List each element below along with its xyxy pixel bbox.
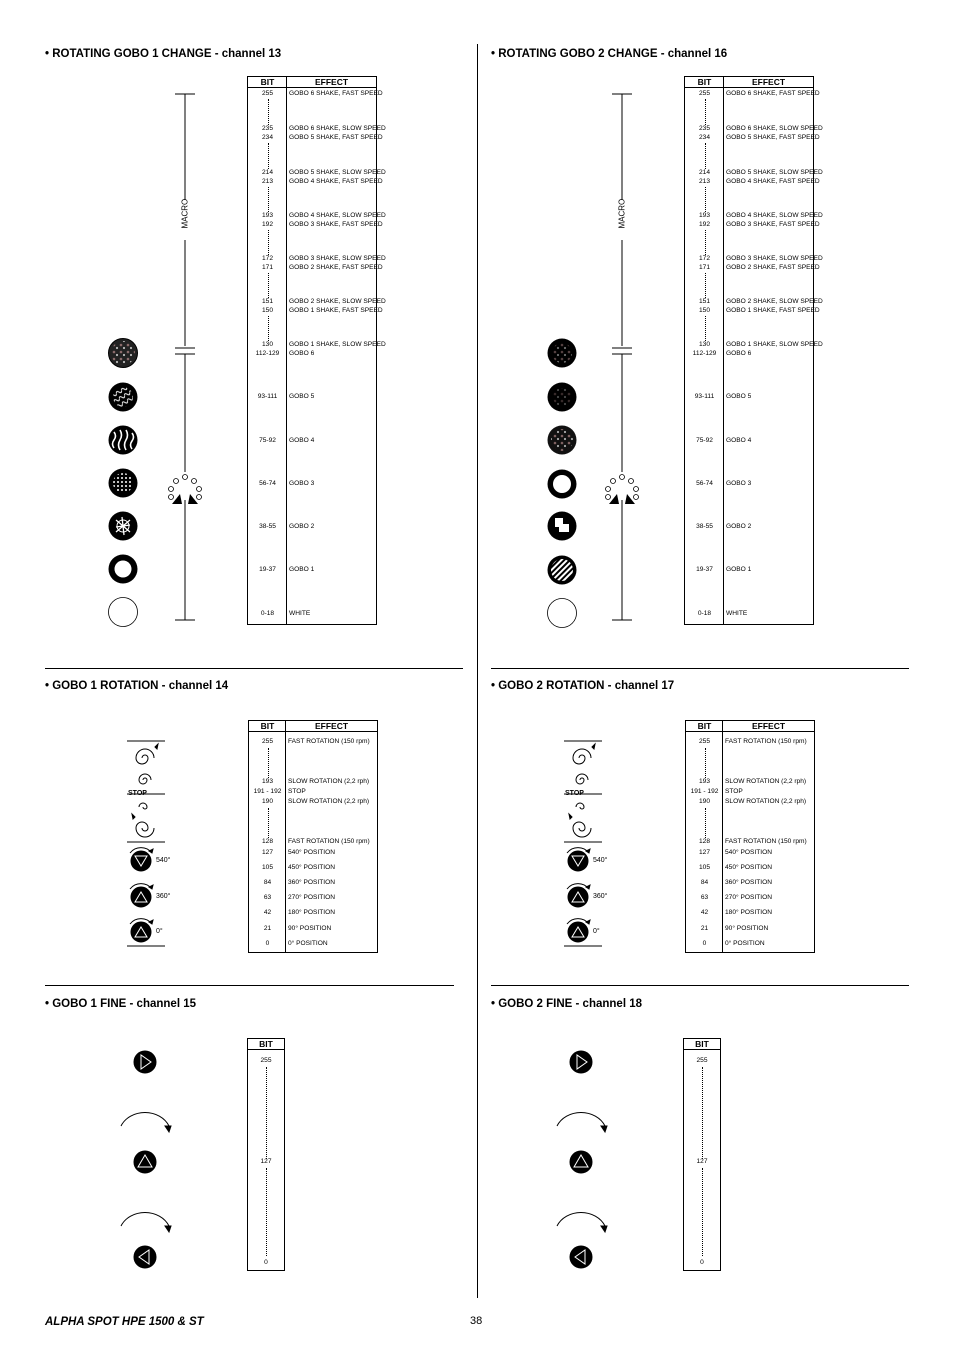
bit-value: 0 <box>702 940 707 947</box>
bit-value: 127 <box>698 849 710 856</box>
bit-value: 193 <box>261 212 273 219</box>
effect-value: GOBO 3 SHAKE, SLOW SPEED <box>289 255 386 262</box>
fine-symbols <box>121 1051 171 1268</box>
section-title-gobo-1-fine: • GOBO 1 FINE - channel 15 <box>45 998 197 1010</box>
bit-value: 21 <box>700 925 709 932</box>
bit-value: 193 <box>698 212 710 219</box>
bit-value: 84 <box>263 879 272 886</box>
bit-value: 255 <box>698 738 710 745</box>
bit-value: 128 <box>698 838 710 845</box>
deg-540-label: 540° <box>156 857 171 864</box>
footer-product-title: ALPHA SPOT HPE 1500 & ST <box>45 1316 204 1328</box>
bit-value: 193 <box>698 778 710 785</box>
bit-value: 56-74 <box>696 480 713 487</box>
effect-value: FAST ROTATION (150 rpm) <box>288 838 370 845</box>
effect-value: GOBO 6 SHAKE, SLOW SPEED <box>726 125 823 132</box>
effect-value: GOBO 2 SHAKE, FAST SPEED <box>289 264 383 271</box>
gobo-6-icon <box>109 339 138 368</box>
gobo-6-icon <box>548 339 577 368</box>
effect-value: GOBO 6 <box>289 350 315 357</box>
deg-0-label: 0° <box>156 928 163 935</box>
bit-value: 38-55 <box>696 523 713 530</box>
bit-value: 193 <box>261 778 273 785</box>
bit-value: 190 <box>698 798 710 805</box>
gobo-4-icon <box>548 426 577 455</box>
bit-header: BIT <box>259 1039 273 1049</box>
section-title-gobo-1-rotation: • GOBO 1 ROTATION - channel 14 <box>45 680 229 692</box>
effect-value: GOBO 4 SHAKE, FAST SPEED <box>289 178 383 185</box>
rotation-symbols <box>127 741 165 946</box>
effect-value: FAST ROTATION (150 rpm) <box>725 738 807 745</box>
gobo-3-icon <box>109 469 138 498</box>
effect-value: GOBO 1 SHAKE, FAST SPEED <box>289 307 383 314</box>
effect-value: SLOW ROTATION (2,2 rph) <box>288 778 370 785</box>
section-title-rotating-gobo-2: • ROTATING GOBO 2 CHANGE - channel 16 <box>491 48 728 60</box>
fine-value-top: 255 <box>260 1057 272 1064</box>
bit-value: 255 <box>698 90 710 97</box>
deg-360-label: 360° <box>593 893 608 900</box>
effect-value: 180° POSITION <box>725 909 772 916</box>
effect-value: 540° POSITION <box>725 849 772 856</box>
bit-header: BIT <box>260 77 275 87</box>
effect-value: 450° POSITION <box>725 864 772 871</box>
bit-value: 42 <box>263 909 272 916</box>
deg-540-label: 540° <box>593 857 608 864</box>
effect-value: WHITE <box>289 610 311 617</box>
effect-value: 0° POSITION <box>725 940 765 947</box>
effect-value: SLOW ROTATION (2,2 rph) <box>288 798 370 805</box>
bit-value: 19-37 <box>259 566 276 573</box>
macro-bracket <box>612 94 632 620</box>
macro-bracket <box>175 94 195 620</box>
bit-value: 130 <box>261 341 273 348</box>
bit-value: 172 <box>261 255 273 262</box>
bit-value: 21 <box>263 925 272 932</box>
bit-value: 255 <box>261 90 273 97</box>
effect-value: 90° POSITION <box>725 925 769 932</box>
bit-value: 191 - 192 <box>253 788 282 795</box>
bit-header: BIT <box>695 1039 709 1049</box>
effect-value: GOBO 3 SHAKE, SLOW SPEED <box>726 255 823 262</box>
macro-label: MACRO <box>617 198 627 229</box>
gobo-5-icon <box>548 383 577 412</box>
bit-value: 171 <box>698 264 710 271</box>
effect-value: 270° POSITION <box>725 894 772 901</box>
gobo-1-icon <box>548 556 577 585</box>
fine-symbols <box>557 1051 607 1268</box>
effect-value: GOBO 3 SHAKE, FAST SPEED <box>726 221 820 228</box>
wheel-rotation-arrows-icon <box>169 475 202 505</box>
gobo-2-icon <box>109 512 138 541</box>
bit-value: 56-74 <box>259 480 276 487</box>
bit-value: 151 <box>698 298 710 305</box>
wheel-rotation-arrows-icon <box>606 475 639 505</box>
effect-value: STOP <box>288 788 306 795</box>
effect-value: GOBO 2 <box>289 523 315 530</box>
bit-value: 214 <box>698 169 710 176</box>
bit-value: 214 <box>261 169 273 176</box>
bit-value: 192 <box>261 221 273 228</box>
bit-value: 105 <box>698 864 710 871</box>
effect-value: GOBO 3 <box>289 480 315 487</box>
bit-value: 171 <box>261 264 273 271</box>
bit-value: 192 <box>698 221 710 228</box>
effect-value: GOBO 4 SHAKE, FAST SPEED <box>726 178 820 185</box>
effect-value: GOBO 2 SHAKE, SLOW SPEED <box>289 298 386 305</box>
effect-value: GOBO 5 SHAKE, FAST SPEED <box>289 134 383 141</box>
bit-value: 150 <box>261 307 273 314</box>
bit-value: 0 <box>265 940 270 947</box>
bit-value: 75-92 <box>259 437 276 444</box>
bit-header: BIT <box>260 721 275 731</box>
effect-value: GOBO 2 <box>726 523 752 530</box>
effect-value: 0° POSITION <box>288 940 328 947</box>
bit-value: 172 <box>698 255 710 262</box>
gobo-2-icon <box>548 512 577 541</box>
section-title-gobo-2-fine: • GOBO 2 FINE - channel 18 <box>491 998 643 1010</box>
effect-value: GOBO 5 SHAKE, SLOW SPEED <box>726 169 823 176</box>
effect-header: EFFECT <box>751 77 786 87</box>
white-open-icon <box>548 599 577 628</box>
effect-value: SLOW ROTATION (2,2 rph) <box>725 798 807 805</box>
effect-value: 270° POSITION <box>288 894 335 901</box>
stop-label: STOP <box>565 790 584 797</box>
bit-value: 93-111 <box>694 393 715 400</box>
effect-value: GOBO 1 <box>726 566 752 573</box>
effect-value: GOBO 1 SHAKE, FAST SPEED <box>726 307 820 314</box>
effect-value: 180° POSITION <box>288 909 335 916</box>
rotation-symbols <box>564 741 602 946</box>
fine-value-bottom: 0 <box>700 1259 704 1266</box>
bit-value: 127 <box>261 849 273 856</box>
bit-value: 255 <box>261 738 273 745</box>
effect-value: GOBO 3 SHAKE, FAST SPEED <box>289 221 383 228</box>
section-title-gobo-2-rotation: • GOBO 2 ROTATION - channel 17 <box>491 680 675 692</box>
effect-value: GOBO 3 <box>726 480 752 487</box>
effect-value: GOBO 5 SHAKE, FAST SPEED <box>726 134 820 141</box>
bit-value: 84 <box>700 879 709 886</box>
bit-header: BIT <box>697 721 712 731</box>
bit-value: 75-92 <box>696 437 713 444</box>
bit-value: 0-18 <box>697 610 712 617</box>
effect-value: 540° POSITION <box>288 849 335 856</box>
effect-value: FAST ROTATION (150 rpm) <box>725 838 807 845</box>
fine-value-mid: 127 <box>696 1158 708 1165</box>
effect-value: GOBO 1 <box>289 566 315 573</box>
effect-value: GOBO 6 SHAKE, FAST SPEED <box>726 90 820 97</box>
effect-value: GOBO 4 SHAKE, SLOW SPEED <box>289 212 386 219</box>
fine-value-bottom: 0 <box>264 1259 268 1266</box>
bit-value: 234 <box>261 134 273 141</box>
effect-value: GOBO 1 SHAKE, SLOW SPEED <box>726 341 823 348</box>
white-open-icon <box>109 598 138 627</box>
effect-value: GOBO 1 SHAKE, SLOW SPEED <box>289 341 386 348</box>
effect-header: EFFECT <box>751 721 786 731</box>
bit-value: 112-129 <box>692 350 717 357</box>
deg-0-label: 0° <box>593 928 600 935</box>
bit-value: 130 <box>698 341 710 348</box>
bit-value: 235 <box>261 125 273 132</box>
bit-value: 150 <box>698 307 710 314</box>
effect-value: WHITE <box>726 610 748 617</box>
bit-value: 213 <box>698 178 710 185</box>
bit-value: 213 <box>261 178 273 185</box>
bit-value: 190 <box>261 798 273 805</box>
bit-value: 234 <box>698 134 710 141</box>
effect-value: GOBO 6 SHAKE, FAST SPEED <box>289 90 383 97</box>
macro-label: MACRO <box>180 198 190 229</box>
bit-value: 235 <box>698 125 710 132</box>
bit-value: 42 <box>700 909 709 916</box>
effect-value: 90° POSITION <box>288 925 332 932</box>
bit-value: 0-18 <box>260 610 275 617</box>
section-title-rotating-gobo-1: • ROTATING GOBO 1 CHANGE - channel 13 <box>45 48 282 60</box>
effect-value: SLOW ROTATION (2,2 rph) <box>725 778 807 785</box>
effect-value: GOBO 6 SHAKE, SLOW SPEED <box>289 125 386 132</box>
effect-value: GOBO 4 <box>726 437 752 444</box>
bit-value: 38-55 <box>259 523 276 530</box>
fine-value-mid: 127 <box>260 1158 272 1165</box>
fine-value-top: 255 <box>696 1057 708 1064</box>
effect-header: EFFECT <box>314 77 349 87</box>
bit-value: 19-37 <box>696 566 713 573</box>
effect-value: STOP <box>725 788 743 795</box>
page-number: 38 <box>470 1315 483 1327</box>
effect-value: GOBO 4 <box>289 437 315 444</box>
effect-value: GOBO 5 <box>726 393 752 400</box>
effect-value: FAST ROTATION (150 rpm) <box>288 738 370 745</box>
bit-value: 105 <box>261 864 273 871</box>
effect-value: GOBO 5 <box>289 393 315 400</box>
bit-value: 128 <box>261 838 273 845</box>
effect-value: GOBO 6 <box>726 350 752 357</box>
effect-value: GOBO 4 SHAKE, SLOW SPEED <box>726 212 823 219</box>
effect-value: 360° POSITION <box>725 879 772 886</box>
gobo-4-icon <box>109 426 138 455</box>
effect-value: 450° POSITION <box>288 864 335 871</box>
bit-value: 93-111 <box>257 393 278 400</box>
gobo-5-icon <box>109 383 138 412</box>
bit-value: 63 <box>700 894 709 901</box>
stop-label: STOP <box>128 790 147 797</box>
bit-header: BIT <box>697 77 712 87</box>
gobo-3-icon <box>548 470 577 499</box>
effect-value: GOBO 5 SHAKE, SLOW SPEED <box>289 169 386 176</box>
bit-value: 191 - 192 <box>690 788 719 795</box>
effect-header: EFFECT <box>314 721 349 731</box>
effect-value: 360° POSITION <box>288 879 335 886</box>
bit-value: 112-129 <box>255 350 280 357</box>
gobo-1-icon <box>109 555 138 584</box>
effect-value: GOBO 2 SHAKE, SLOW SPEED <box>726 298 823 305</box>
deg-360-label: 360° <box>156 893 171 900</box>
effect-value: GOBO 2 SHAKE, FAST SPEED <box>726 264 820 271</box>
bit-value: 151 <box>261 298 273 305</box>
bit-value: 63 <box>263 894 272 901</box>
